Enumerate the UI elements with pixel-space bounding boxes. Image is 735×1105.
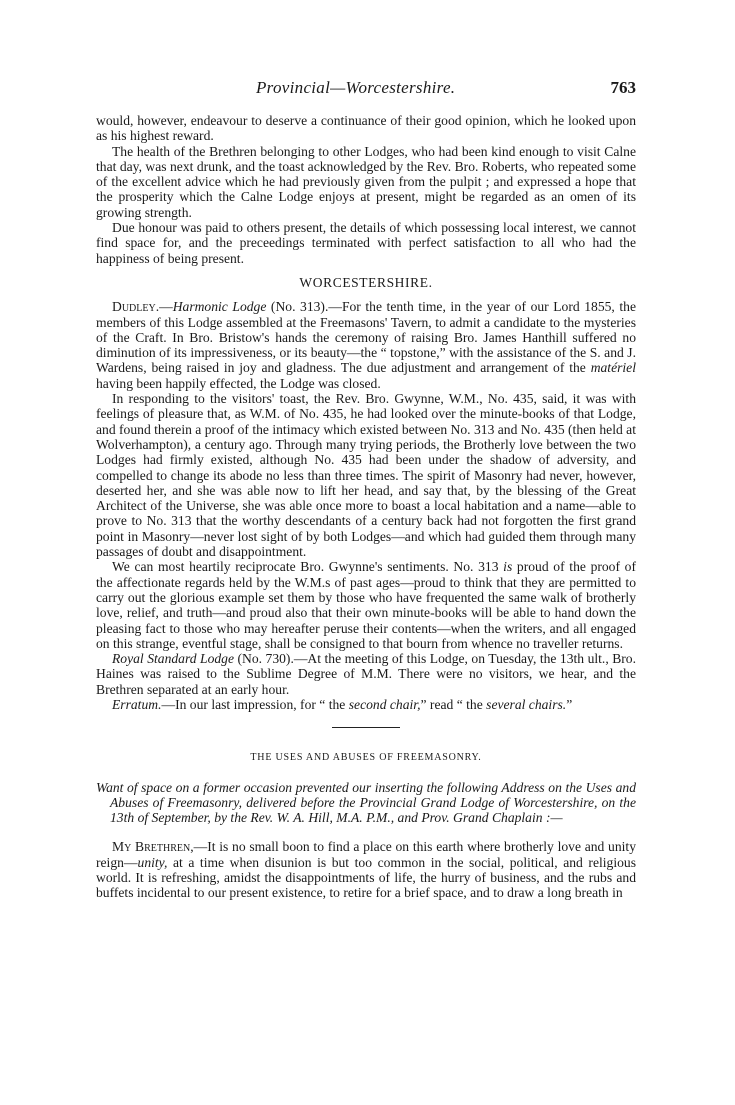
section-divider: [332, 727, 400, 728]
paragraph-due-honour: Due honour was paid to others present, the details of which possessing local interest, we cannot find space for, and the preceedings terminated with perfect satisfaction to all who had the happiness of being present.: [96, 220, 636, 266]
paragraph-erratum: [96, 697, 636, 712]
italic-word: unity,: [137, 854, 168, 870]
paragraph-royal-standard: [96, 651, 636, 697]
italic-word: matériel: [590, 360, 636, 376]
italic-phrase: second chair,: [348, 696, 421, 712]
paragraph-text: ” read “ the: [420, 696, 487, 712]
italic-word: is: [503, 559, 513, 575]
page-number: 763: [610, 78, 636, 97]
page-header: [96, 78, 636, 102]
paragraph-text: having been happily effected, the Lodge was closed.: [96, 375, 381, 391]
paragraph-text: We can most heartily reciprocate Bro. Gwynne's sentiments. No. 313: [112, 559, 504, 575]
place-name: Dudley.: [112, 299, 160, 315]
article-intro: Want of space on a former occasion prevented our inserting the following Address on the Uses and Abuses of Freemasonry, delivered before the Provincial Grand Lodge of Worcestershire, on the 13th of September, by the Rev. W. A. Hill, M.A. P.M., and Prov. Grand Chaplain :—: [96, 779, 636, 826]
paragraph-health-toast: The health of the Brethren belonging to other Lodges, who had been kind enough to visit Calne that day, was next drunk, and the toast acknowledged by the Rev. Bro. Roberts, who repeated some of the excellent advice which he had previously given from the pulpit ; and expressed a hope that the prosperity which the Calne Lodge enjoys at present, might be regarded as an omen of its growing strength.: [96, 143, 636, 220]
paragraph-visitors-toast: In responding to the visitors' toast, the Rev. Bro. Gwynne, W.M., No. 435, said, it was with feelings of pleasure that, as W.M. of No. 435, he had looked over the minute-books of that Lodge, and found therein a proof of the intimacy which existed between No. 313 and No. 435 (then held at Wolverhampton), a century ago. Through many trying periods, the Brotherly love between the two Lodges had firmly existed, although No. 435 had been under the shadow of adversity, and compelled to change its abode no less than three times. The spirit of Masonry had never, however, deserted her, and she was able now to lift her head, and say that, by the blessing of the Great Architect of the Universe, she was able once more to boast a local habitation and a name—able to prove to No. 313 that the worthy descendants of a century back had not forgotten the first grand point in Masonry—never lost sight of by both Lodges—and which had guided them through many passages of doubt and disappointment.: [96, 391, 636, 560]
paragraph-my-brethren: [96, 839, 636, 900]
page-body: [96, 113, 636, 901]
paragraph-continuation: would, however, endeavour to deserve a continuance of their good opinion, which he looked upon as his highest reward.: [96, 113, 636, 144]
paragraph-text: —It is no small boon to find a place on this earth where brotherly love and unity reign—: [96, 839, 636, 870]
erratum-label: Erratum.: [112, 696, 162, 712]
paragraph-text: ”: [566, 696, 573, 712]
paragraph-text: (No. 730).—At the meeting of this Lodge, on Tuesday, the 13th ult., Bro. Haines was raised to the Sublime Degree of M.M. There were no visitors, we hear, and the Brethren separated at an early hour.: [96, 651, 636, 697]
paragraph-text: at a time when disunion is but too common in the social, political, and religious world. It is refreshing, amidst the disappointments of life, the hurry of business, and the rubs and buffets incidental to our present existence, to retire for a brief space, and to draw a long breath in: [96, 854, 636, 901]
paragraph-text: proud of the proof of the affectionate regards held by the W.M.s of past ages—proud to think that they are permitted to carry out the glorious example set them by those who have frequented the same walk of brotherly love, relief, and truth—and proud also that their own minute-books will be able to hand down the pleasing fact to those who may hereafter peruse their contents—when the writers, and all engaged on this strange, eventful stage, shall be consigned to that bourn from whence no traveller returns.: [96, 559, 636, 651]
paragraph-text: —In our last impression, for “ the: [161, 696, 349, 712]
running-title: Provincial—Worcestershire.: [256, 78, 456, 97]
salutation: My Brethren,: [112, 839, 194, 855]
lodge-name: Harmonic Lodge: [172, 299, 267, 315]
article-title: THE USES AND ABUSES OF FREEMASONRY.: [250, 752, 482, 764]
italic-phrase: several chairs.: [486, 696, 567, 712]
paragraph-dudley: [96, 299, 636, 391]
lodge-name: Royal Standard Lodge: [112, 651, 235, 667]
dash: —: [159, 299, 173, 315]
section-heading-worcestershire: WORCESTERSHIRE.: [299, 274, 433, 290]
paragraph-reciprocate: [96, 559, 636, 651]
paragraph-text: (No. 313).—For the tenth time, in the year of our Lord 1855, the members of this Lodge assembled at the Freemasons' Tavern, to admit a candidate to the mysteries of the Craft. In Bro. Bristow's hands the ceremony of raising Bro. James Hanthill suffered no diminution of its impressiveness, or its beauty—the “ topstone,” with the assistance of the S. and J. Wardens, being raised in joy and gladness. The due adjustment and arrangement of the: [96, 299, 636, 376]
